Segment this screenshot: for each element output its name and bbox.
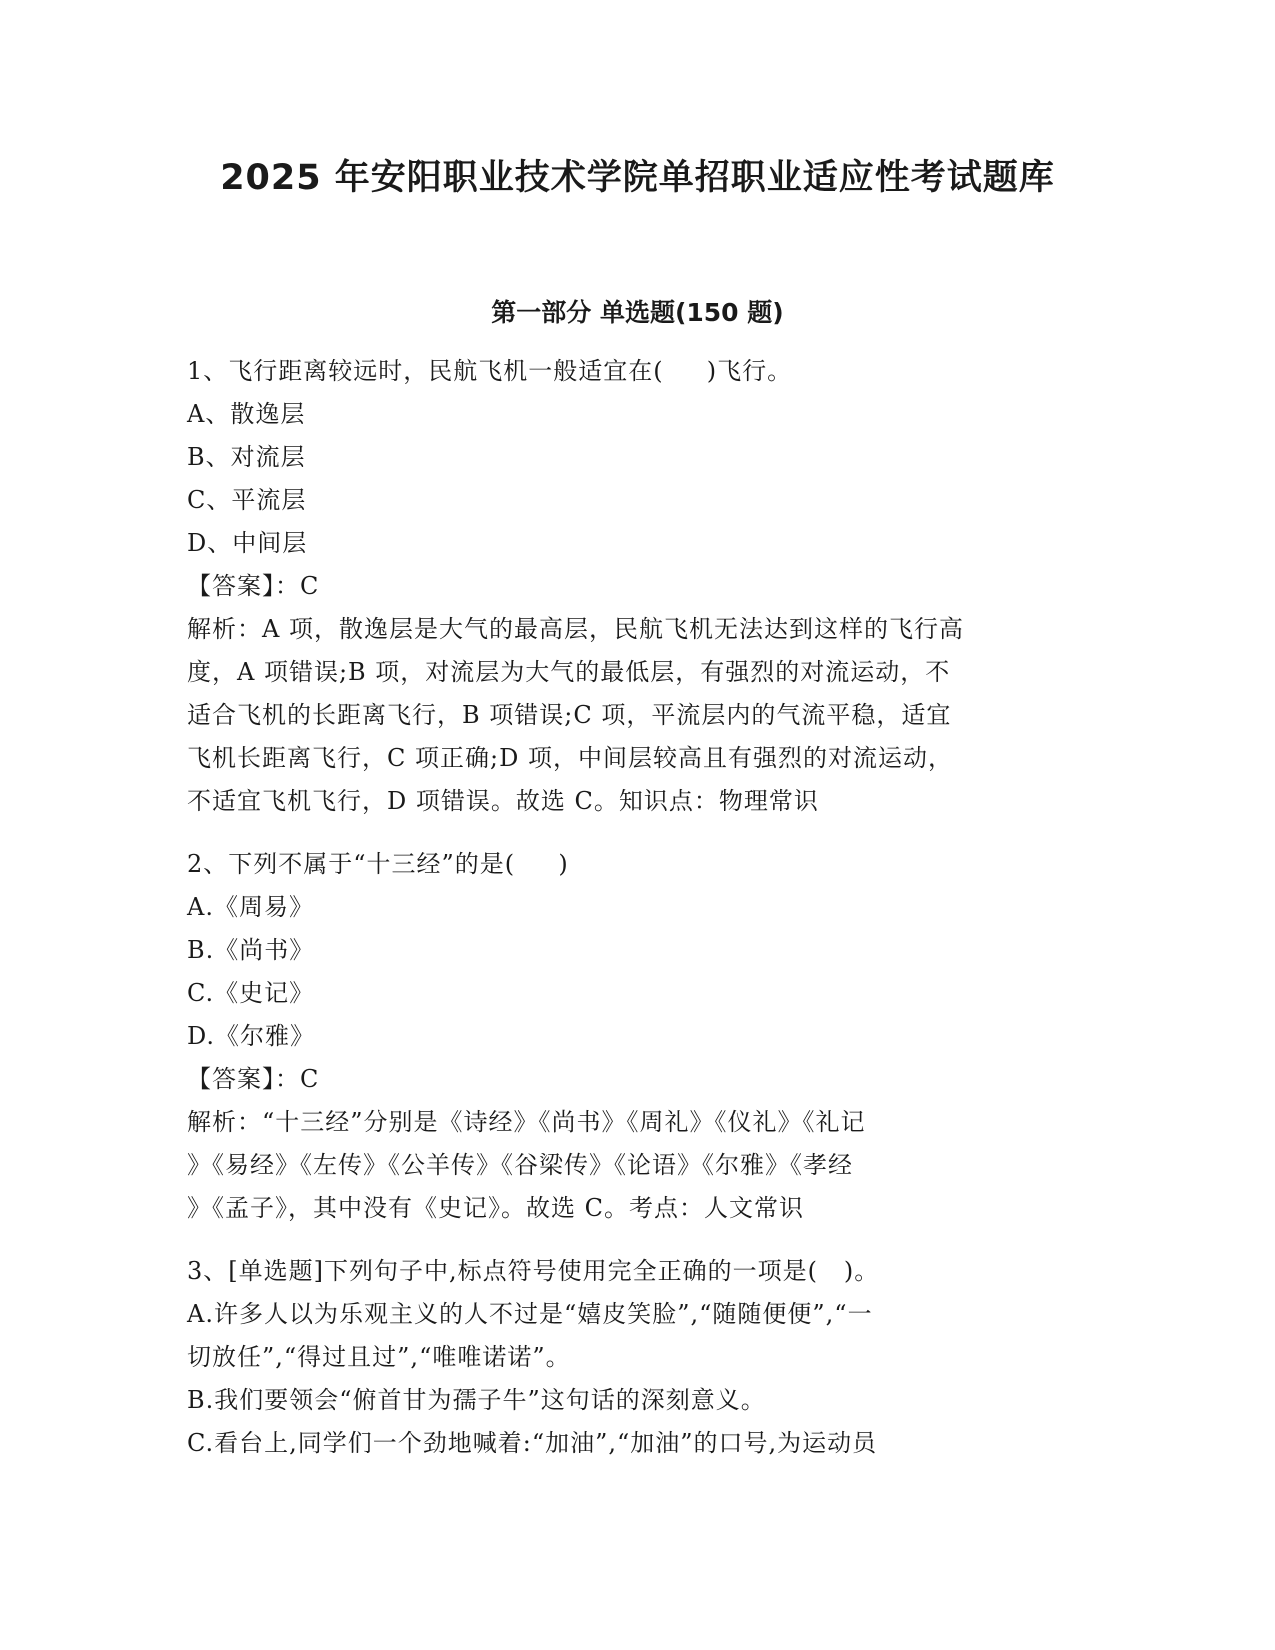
option-d: D、中间层 [187,529,308,557]
option-a: A、散逸层 [187,400,306,428]
analysis-line: 不适宜飞机飞行，D 项错误。故选 C。知识点：物理常识 [187,787,819,815]
analysis-line: 度，A 项错误;B 项，对流层为大气的最低层，有强烈的对流运动，不 [187,658,951,686]
option-a: A.许多人以为乐观主义的人不过是“嬉皮笑脸”,“随随便便”,“一 [187,1300,873,1328]
option-c: C.《史记》 [187,979,315,1007]
document-title: 2025 年安阳职业技术学院单招职业适应性考试题库 [220,158,1055,198]
question-1 [187,350,1082,823]
option-b: B.我们要领会“俯首甘为孺子牛”这句话的深刻意义。 [187,1386,766,1414]
option-b: B、对流层 [187,443,306,471]
answer-line: 【答案】：C [187,1065,320,1093]
answer-line: 【答案】：C [187,572,320,600]
analysis-line: 飞机长距离飞行，C 项正确;D 项，中间层较高且有强烈的对流运动， [187,744,953,772]
question-stem: 2、下列不属于“十三经”的是( ) [187,850,569,878]
question-2 [187,843,1082,1230]
question-spacer [187,1230,1082,1250]
analysis-line: 适合飞机的长距离飞行，B 项错误;C 项，平流层内的气流平稳，适宜 [187,701,952,729]
question-stem: 3、[单选题]下列句子中,标点符号使用完全正确的一项是( )。 [187,1257,880,1285]
option-c: C.看台上,同学们一个劲地喊着:“加油”,“加油”的口号,为运动员 [187,1429,878,1457]
section-heading: 第一部分 单选题(150 题) [491,298,784,327]
option-a-continued: 切放任”,“得过且过”,“唯唯诺诺”。 [187,1343,571,1371]
question-list [187,350,1082,1465]
option-d: D.《尔雅》 [187,1022,316,1050]
question-3 [187,1250,1082,1465]
option-c: C、平流层 [187,486,307,514]
analysis-line: 》《孟子》，其中没有《史记》。故选 C。考点：人文常识 [187,1194,804,1222]
option-a: A.《周易》 [187,893,314,921]
option-b: B.《尚书》 [187,936,315,964]
analysis-line: 解析：A 项，散逸层是大气的最高层，民航飞机无法达到这样的飞行高 [187,615,964,643]
analysis-line: 》《易经》《左传》《公羊传》《谷梁传》《论语》《尔雅》《孝经 [187,1151,853,1179]
analysis-line: 解析：“十三经”分别是《诗经》《尚书》《周礼》《仪礼》《礼记 [187,1108,866,1136]
question-spacer [187,823,1082,843]
question-stem: 1、飞行距离较远时，民航飞机一般适宜在( )飞行。 [187,357,793,385]
